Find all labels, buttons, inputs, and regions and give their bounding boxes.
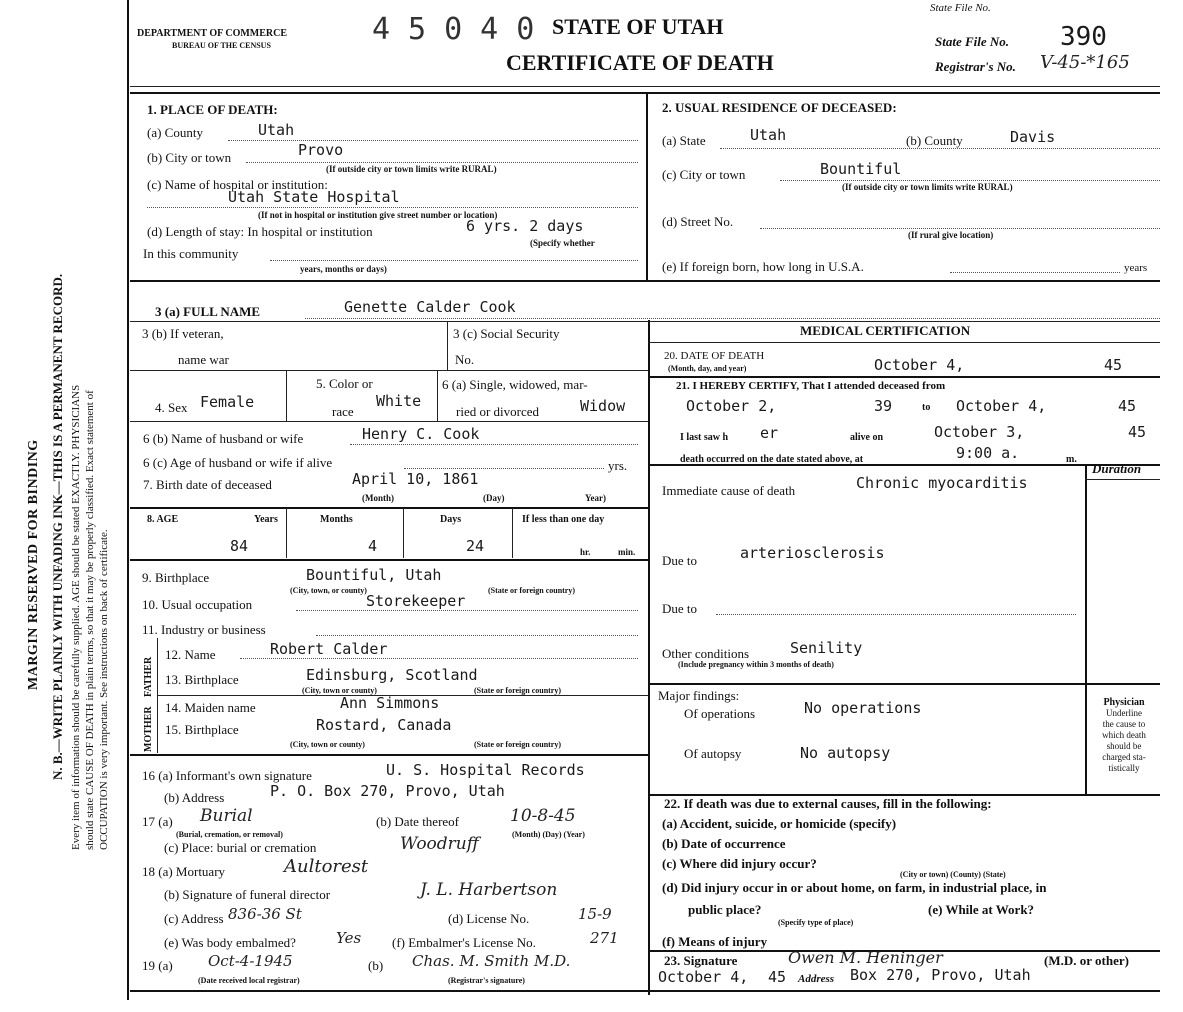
other-conditions: Senility <box>790 639 863 657</box>
mother-birthplace-label: 15. Birthplace <box>165 722 239 737</box>
pod-stay-label: (d) Length of stay: In hospital or institution <box>147 224 373 239</box>
mother-name-label: 14. Maiden name <box>165 700 256 715</box>
last-saw-year: 45 <box>1128 423 1147 441</box>
burial-date-note: (Month) (Day) (Year) <box>512 830 585 839</box>
fullname: Genette Calder Cook <box>344 298 516 316</box>
informant-address-label: (b) Address <box>164 790 225 805</box>
instruction-line-1: Every item of information should be carefully supplied. AGE should be stated EXACTLY. PHYSICIANS <box>70 384 82 850</box>
age-years-label: Years <box>254 514 278 525</box>
due-to-label-1: Due to <box>662 553 698 568</box>
res-street-label: (d) Street No. <box>662 214 734 229</box>
last-saw: er <box>760 424 779 442</box>
res-city: Bountiful <box>820 160 902 178</box>
external-heading: 22. If death was due to external causes, fill in the following: <box>664 796 992 811</box>
registrar-sig-note: (Registrar's signature) <box>448 976 525 985</box>
father-side-label: FATHER <box>143 656 154 697</box>
ssn-label: 3 (c) Social Security <box>453 326 560 341</box>
place-of-death-heading: 1. PLACE OF DEATH: <box>147 102 278 117</box>
residence-heading: 2. USUAL RESIDENCE OF DECEASED: <box>662 100 897 115</box>
race: White <box>376 392 422 410</box>
burial-place-label: (c) Place: burial or cremation <box>164 840 317 855</box>
burial-date: 10-8-45 <box>510 806 576 826</box>
registrar-sig-b: (b) <box>368 958 384 973</box>
bureau-label: BUREAU OF THE CENSUS <box>172 41 271 50</box>
pod-hospital-note: (If not in hospital or institution give street number or location) <box>258 210 498 220</box>
burial-place: Woodruff <box>400 834 479 854</box>
signature-date: October 4, <box>658 968 749 986</box>
pod-stay: 6 yrs. 2 days <box>466 217 584 235</box>
day-note: (Day) <box>483 493 505 503</box>
pod-specify: (Specify whether <box>530 238 595 248</box>
sex: Female <box>200 393 255 411</box>
mother-side-label: MOTHER <box>143 706 154 752</box>
external-d: (d) Did injury occur in or about home, on farm, in industrial place, in <box>662 880 1047 895</box>
father-name-label: 12. Name <box>165 647 216 662</box>
bp-note-2: (State or foreign country) <box>488 586 576 595</box>
res-years: years <box>1124 262 1148 274</box>
year-note: Year) <box>585 493 606 503</box>
immediate-cause-label: Immediate cause of death <box>662 483 796 498</box>
marital-label-2: ried or divorced <box>456 404 540 419</box>
external-e: (e) While at Work? <box>928 902 1035 917</box>
funeral-address: 836-36 St <box>228 905 302 923</box>
address-label: Address <box>798 973 835 985</box>
external-d-2: public place? <box>688 902 762 917</box>
pod-county: Utah <box>258 121 295 139</box>
pod-hospital: Utah State Hospital <box>228 188 400 206</box>
signature-label: 23. Signature <box>664 953 738 968</box>
mother-birthplace: Rostard, Canada <box>316 716 452 734</box>
mother-bp-note-1: (City, town or county) <box>290 740 365 749</box>
informant-signature: U. S. Hospital Records <box>386 761 585 779</box>
attended-to-year: 45 <box>1118 397 1137 415</box>
top-file-label: State File No. <box>930 2 991 14</box>
state-file-number: 390 <box>1060 22 1107 52</box>
res-foreign-label: (e) If foreign born, how long in U.S.A. <box>662 259 864 274</box>
attended-to: October 4, <box>956 397 1047 415</box>
pod-hospital-label: (c) Name of hospital or institution: <box>147 177 328 192</box>
age-min: min. <box>618 547 636 557</box>
duration-label: Duration <box>1092 461 1142 476</box>
external-c: (c) Where did injury occur? <box>662 856 817 871</box>
embalmed-label: (e) Was body embalmed? <box>164 935 296 950</box>
res-state: Utah <box>750 126 787 144</box>
pod-community-label: In this community <box>143 246 239 261</box>
father-bp-note-1: (City, town or county) <box>302 686 377 695</box>
autopsy-label: Of autopsy <box>684 746 742 761</box>
md-label: (M.D. or other) <box>1044 953 1129 968</box>
dod-label: 20. DATE OF DEATH <box>664 350 765 362</box>
instruction-line-3: OCCUPATION is very important. See instructions on back of certificate. <box>98 529 110 850</box>
date-of-death: October 4, <box>874 356 965 374</box>
ssn-no: No. <box>455 352 475 367</box>
informant-label: 16 (a) Informant's own signature <box>142 768 312 783</box>
embalmed: Yes <box>336 929 362 947</box>
alive-on-label: alive on <box>850 432 884 443</box>
father-name: Robert Calder <box>270 640 388 658</box>
age-days: 24 <box>466 537 485 555</box>
last-saw-label: I last saw h <box>680 432 729 443</box>
immediate-cause: Chronic myocarditis <box>856 474 1028 492</box>
registrar-signature: Chas. M. Smith M.D. <box>412 952 571 970</box>
department-label: DEPARTMENT OF COMMERCE <box>137 28 288 39</box>
yrs-label: yrs. <box>608 458 628 473</box>
state-file-label: State File No. <box>935 34 1010 49</box>
burial-label: 17 (a) <box>142 814 173 829</box>
due-to-1: arteriosclerosis <box>740 544 885 562</box>
industry-label: 11. Industry or business <box>142 622 266 637</box>
funeral-director-label: (b) Signature of funeral director <box>164 887 331 902</box>
embalmer-license: 271 <box>590 929 619 947</box>
war-label: name war <box>178 352 229 367</box>
external-c-note: (City or town) (County) (State) <box>900 870 1006 879</box>
pod-city-label: (b) City or town <box>147 150 232 165</box>
operations: No operations <box>804 699 922 717</box>
marital-label: 6 (a) Single, widowed, mar- <box>442 377 588 392</box>
spouse-age-label: 6 (c) Age of husband or wife if alive <box>143 455 333 470</box>
age-days-label: Days <box>440 514 462 525</box>
mother-bp-note-2: (State or foreign country) <box>474 740 562 749</box>
res-county: Davis <box>1010 128 1056 146</box>
father-birthplace-label: 13. Birthplace <box>165 672 239 687</box>
state-heading: STATE OF UTAH <box>552 14 724 39</box>
mortuary-label: 18 (a) Mortuary <box>142 864 226 879</box>
res-city-note: (If outside city or town limits write RURAL) <box>842 182 1013 192</box>
res-state-label: (a) State <box>662 133 706 148</box>
color-label: 5. Color or <box>316 376 373 391</box>
external-b: (b) Date of occurrence <box>662 836 786 851</box>
age-months-label: Months <box>320 514 353 525</box>
informant-address: P. O. Box 270, Provo, Utah <box>270 782 505 800</box>
medical-heading: MEDICAL CERTIFICATION <box>800 323 971 338</box>
license-label: (d) License No. <box>448 911 530 926</box>
birth-date: April 10, 1861 <box>352 470 479 488</box>
physician-address: Box 270, Provo, Utah <box>850 966 1031 984</box>
sex-label: 4. Sex <box>155 400 188 415</box>
operations-label: Of operations <box>684 706 756 721</box>
pod-city: Provo <box>298 141 344 159</box>
age-label: 8. AGE <box>147 514 179 525</box>
embalmer-license-label: (f) Embalmer's License No. <box>392 935 536 950</box>
attended-from: October 2, <box>686 397 777 415</box>
age-hr: hr. <box>580 547 591 557</box>
certify-label: 21. I HEREBY CERTIFY, That I attended deceased from <box>676 380 946 392</box>
stamp-number: 45040 <box>372 12 553 47</box>
spouse: Henry C. Cook <box>362 425 480 443</box>
binding-margin-label: MARGIN RESERVED FOR BINDING <box>26 439 41 690</box>
signature-year: 45 <box>768 968 787 986</box>
autopsy: No autopsy <box>800 744 891 762</box>
age-less-label: If less than one day <box>522 514 605 525</box>
time-of-death: 9:00 a. <box>956 444 1020 462</box>
registrar-date-label: 19 (a) <box>142 958 173 973</box>
res-street-note: (If rural give location) <box>908 230 994 240</box>
license: 15-9 <box>578 905 612 923</box>
month-note: (Month) <box>362 493 394 503</box>
occupation: Storekeeper <box>366 592 466 610</box>
occupation-label: 10. Usual occupation <box>142 597 253 612</box>
burial-note: (Burial, cremation, or removal) <box>176 830 283 839</box>
race-label: race <box>332 404 354 419</box>
father-bp-note-2: (State or foreign country) <box>474 686 562 695</box>
bp-note-1: (City, town, or county) <box>290 586 367 595</box>
age-years: 84 <box>230 537 249 555</box>
permanent-record-note: N. B.—WRITE PLAINLY WITH UNFADING INK—THIS IS A PERMANENT RECORD. <box>50 273 65 780</box>
marital: Widow <box>580 397 626 415</box>
instruction-line-2: should state CAUSE OF DEATH in plain terms, so that it may be properly classified. Exact statement of <box>84 390 96 850</box>
burial-date-label: (b) Date thereof <box>376 814 460 829</box>
dod-year: 45 <box>1104 356 1123 374</box>
major-findings-label: Major findings: <box>658 688 740 703</box>
res-city-label: (c) City or town <box>662 167 746 182</box>
occurred-label: death occurred on the date stated above, at <box>680 454 864 465</box>
funeral-address-label: (c) Address <box>164 911 224 926</box>
registrar-date: Oct-4-1945 <box>208 952 293 970</box>
birthplace-label: 9. Birthplace <box>142 570 210 585</box>
other-conditions-note: (Include pregnancy within 3 months of death) <box>678 660 834 669</box>
pod-county-label: (a) County <box>147 125 203 140</box>
attended-from-year: 39 <box>874 397 893 415</box>
mother-name: Ann Simmons <box>340 694 440 712</box>
age-months: 4 <box>368 537 378 555</box>
registrar-number: V-45-*165 <box>1040 52 1130 73</box>
to-label: to <box>922 402 931 413</box>
res-county-label: (b) County <box>906 133 963 148</box>
dod-note: (Month, day, and year) <box>668 364 747 373</box>
fullname-label: 3 (a) FULL NAME <box>155 304 261 319</box>
external-a: (a) Accident, suicide, or homicide (specify) <box>662 816 897 831</box>
physician-note: Physician Underline the cause to which death should be charged sta- tistically <box>1102 697 1146 773</box>
birthplace: Bountiful, Utah <box>306 566 442 584</box>
other-conditions-label: Other conditions <box>662 646 750 661</box>
last-saw-date: October 3, <box>934 423 1025 441</box>
external-specify: (Specify type of place) <box>778 918 854 927</box>
due-to-label-2: Due to <box>662 601 698 616</box>
funeral-director-signature: J. L. Harbertson <box>420 880 558 900</box>
registrar-date-note: (Date received local registrar) <box>198 976 300 985</box>
external-f: (f) Means of injury <box>662 934 768 949</box>
father-birthplace: Edinsburg, Scotland <box>306 666 478 684</box>
meridiem: m. <box>1066 454 1077 465</box>
pod-community-note: years, months or days) <box>300 264 387 274</box>
burial-method: Burial <box>200 806 253 826</box>
pod-city-note: (If outside city or town limits write RURAL) <box>326 164 497 174</box>
registrar-label: Registrar's No. <box>935 59 1016 74</box>
mortuary: Aultorest <box>284 856 369 877</box>
veteran-label: 3 (b) If veteran, <box>142 326 224 341</box>
birth-label: 7. Birth date of deceased <box>143 477 272 492</box>
physician-signature: Owen M. Heninger <box>788 948 943 967</box>
spouse-label: 6 (b) Name of husband or wife <box>143 431 304 446</box>
certificate-title: CERTIFICATE OF DEATH <box>506 50 774 75</box>
